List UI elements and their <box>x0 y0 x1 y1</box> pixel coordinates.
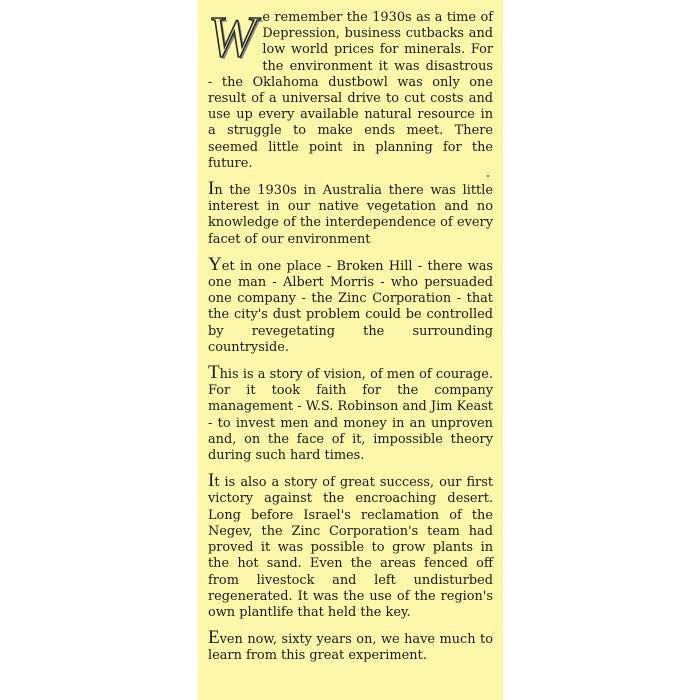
print-speck <box>487 175 489 177</box>
paragraph-6-text: ven now, sixty years on, we have much to learn from this great experiment. <box>208 632 493 664</box>
text-panel <box>198 0 503 700</box>
paragraph-4-text: his is a story of vision, of men of courage. For it took faith for the company management - W.S. Robinson and Jim Keast - to invest men and money in an unproven and, on the face of it, impossible theory during such hard times. <box>208 367 493 464</box>
paragraph-6-initial: E <box>208 627 220 649</box>
paragraph-4 <box>208 362 493 464</box>
paragraph-6 <box>208 627 493 664</box>
paragraph-1 <box>208 4 493 172</box>
paragraph-2 <box>208 178 493 248</box>
paragraph-5-initial: I <box>208 470 215 492</box>
paragraph-5 <box>208 470 493 621</box>
paragraph-2-initial: I <box>208 178 215 200</box>
paragraph-4-initial: T <box>208 362 220 384</box>
paragraph-5-text: t is also a story of great success, our first victory against the encroaching desert. Long before Israel's reclamation of the Negev, the Zinc Corporation's team had proved it was possible to grow plants in the hot sand. Even the areas fenced off from livestock and left undisturbed regenerated. It was the use of the region's own plantlife that held the key. <box>208 475 493 620</box>
drop-cap-initial: W <box>208 4 257 69</box>
paragraph-1-text: e remember the 1930s as a time of Depression, business cutbacks and low world prices for minerals. For the environment it was disastrous - the Oklahoma dustbowl was only one result of a universal drive to cut costs and use up every available natural resource in a struggle to make ends meet. There seemed little point in planning for the future. <box>208 10 493 171</box>
paragraph-2-text: n the 1930s in Australia there was little interest in our native vegetation and no knowledge of the interdependence of every facet of our environment <box>208 183 493 247</box>
paragraph-3-text: et in one place - Broken Hill - there was one man - Albert Morris - who persuaded one company - the Zinc Corporation - that the city's dust problem could be controlled by revegetating the surrounding countryside. <box>208 258 493 355</box>
paragraph-3-initial: Y <box>208 253 222 275</box>
paragraph-3 <box>208 253 493 356</box>
